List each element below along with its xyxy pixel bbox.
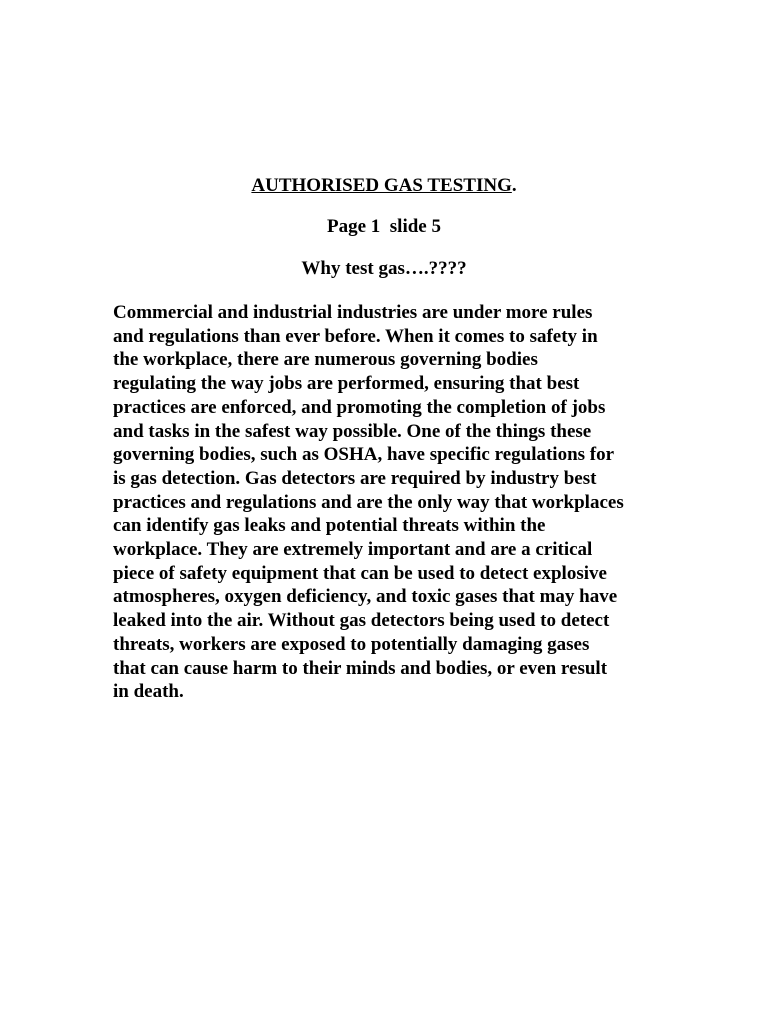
- body-line: practices are enforced, and promoting the completion of jobs: [113, 396, 606, 418]
- body-line: workplace. They are extremely important and are a critical: [113, 539, 593, 561]
- body-line: the workplace, there are numerous governing bodies: [113, 349, 538, 371]
- body-line: leaked into the air. Without gas detectors being used to detect: [113, 610, 610, 632]
- body-line: and regulations than ever before. When it comes to safety in: [113, 325, 598, 347]
- section-question: Why test gas….????: [301, 258, 467, 279]
- document-title: [0, 174, 768, 198]
- body-line: governing bodies, such as OSHA, have specific regulations for: [113, 444, 615, 466]
- body-line: practices and regulations and are the only way that workplaces: [113, 491, 624, 513]
- document-title-suffix: .: [511, 175, 517, 196]
- body-line: Commercial and industrial industries are under more rules: [113, 302, 593, 323]
- body-line: and tasks in the safest way possible. One of the things these: [113, 420, 592, 442]
- body-line: atmospheres, oxygen deficiency, and toxic gases that may have: [113, 586, 618, 608]
- page-slide-label: Page 1 slide 5: [327, 216, 441, 237]
- body-line: can identify gas leaks and potential threats within the: [113, 515, 546, 537]
- body-line: that can cause harm to their minds and bodies, or even result: [113, 657, 608, 679]
- document-title-underlined: AUTHORISED GAS TESTING: [251, 175, 512, 196]
- body-line: threats, workers are exposed to potentially damaging gases: [113, 633, 590, 655]
- body-line: is gas detection. Gas detectors are required by industry best: [113, 467, 597, 489]
- body-paragraph: [113, 301, 673, 704]
- body-line: in death.: [113, 681, 184, 703]
- body-line: piece of safety equipment that can be used to detect explosive: [113, 562, 607, 584]
- body-line: regulating the way jobs are performed, ensuring that best: [113, 373, 580, 395]
